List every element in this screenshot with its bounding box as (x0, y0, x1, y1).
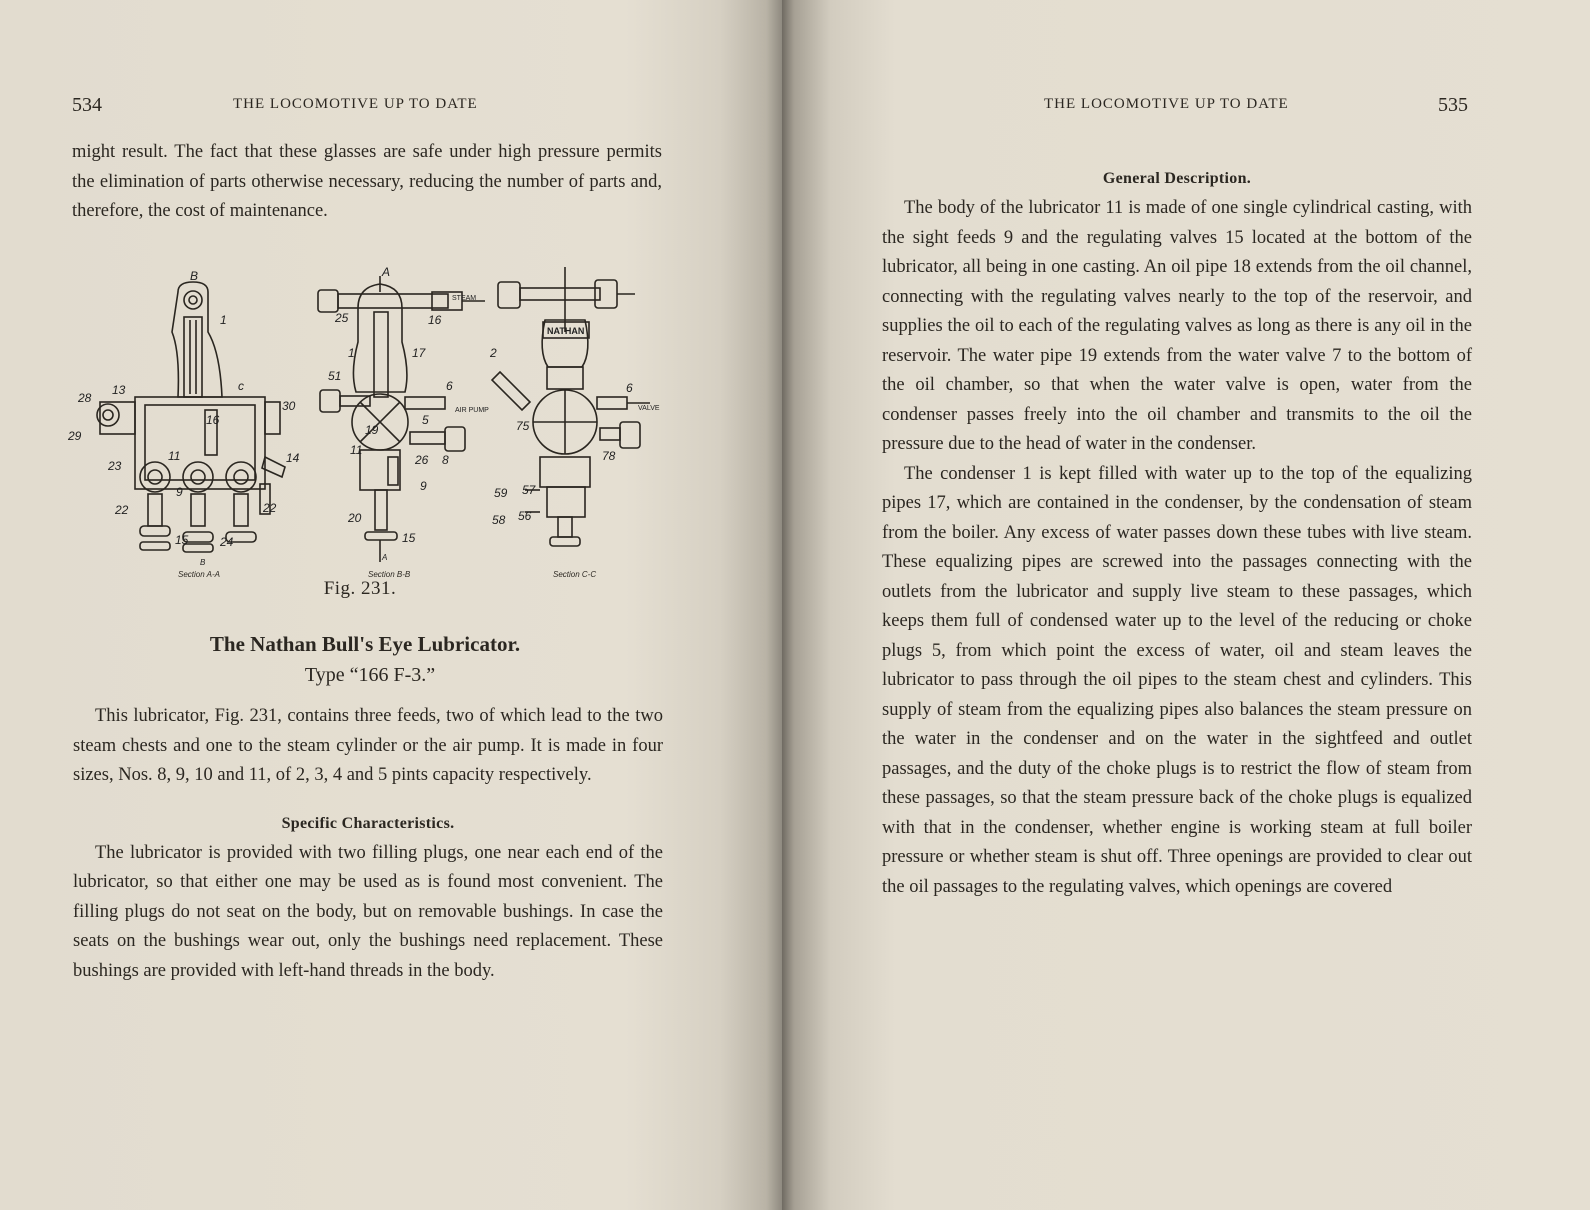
left-page (0, 0, 782, 1210)
callout-16b: 16 (428, 313, 442, 327)
callout-75: 75 (516, 419, 530, 433)
callout-15b: 15 (402, 531, 416, 545)
callout-19: 19 (365, 423, 379, 437)
right-page-number: 535 (1438, 94, 1468, 116)
callout-59: 59 (494, 486, 508, 500)
callout-13: 13 (112, 383, 126, 397)
left-paragraph-2: The lubricator is provided with two filling plugs, one near each end of the lubricator, so that either one may be used as is found most convenient. The filling plugs do not seat on the body, but on removable bushings. In case the seats on the bushings wear out, only the bushings need replacement. These bushings are provided with left-hand threads in the body. (73, 842, 663, 981)
callout-9: 9 (176, 485, 183, 499)
section-label-cc: Section C-C (553, 570, 597, 579)
right-subhead: General Description. (1102, 170, 1252, 187)
callout-8: 8 (442, 453, 449, 467)
callout-c: c (238, 379, 244, 393)
callout-b: B (190, 269, 199, 283)
left-body-block (73, 702, 663, 986)
left-intro-paragraph: might result. The fact that these glasses are safe under high pressure permits the elimination of parts otherwise necessary, reducing the number of parts and, therefore, the cost of maintenance. (72, 142, 662, 221)
callout-15: 15 (175, 533, 189, 547)
callout-b-bottom: B (200, 558, 206, 567)
callout-28: 28 (78, 391, 92, 405)
left-paragraph-1: This lubricator, Fig. 231, contains three feeds, two of which lead to the two steam chests and one to the steam cylinder or the air pump. It is made in four sizes, Nos. 8, 9, 10 and 11, of 2, 3, 4 and 5 pints capacity respectively. (73, 706, 663, 785)
right-running-head: THE LOCOMOTIVE UP TO DATE (1044, 96, 1289, 112)
callout-a: A (382, 265, 391, 279)
callout-16: 16 (206, 413, 220, 427)
callout-56: 56 (518, 509, 532, 523)
section-cc-drawing (492, 267, 650, 546)
callout-5b: 5 (422, 413, 429, 427)
right-paragraph-1: The body of the lubricator 11 is made of one single cylindrical casting, with the sight feeds 9 and the regulating valves 15 located at the bottom of the lubricator, all being in one casting. An oil pipe 18 extends from the oil channel, connecting with the regulating valves nearly to the top of the reservoir, and supplies the oil to each of the regulating valves as long as there is any oil in the reservoir. The water pipe 19 extends from the water valve 7 to the bottom of the oil chamber, so that when the water valve is open, water from the condenser passes freely into the oil chamber and transmits to the oil the pressure due to the head of water in the condenser. (882, 198, 1472, 454)
callout-51: 51 (328, 369, 342, 383)
callout-a-bottom: A (382, 553, 388, 562)
callout-valve: VALVE (638, 405, 660, 412)
callout-23: 23 (108, 459, 122, 473)
callout-22c: 22 (263, 501, 277, 515)
callout-steam: STEAM (452, 295, 477, 302)
callout-17: 17 (412, 346, 426, 360)
left-page-number: 534 (72, 94, 102, 116)
callout-2: 2 (490, 346, 497, 360)
callout-25: 25 (335, 311, 349, 325)
callout-11b: 11 (350, 443, 363, 457)
figure-caption: Fig. 231. (323, 578, 397, 599)
callout-nathan: NATHAN (547, 326, 585, 336)
callout-6a: 6 (446, 379, 453, 393)
callout-22a: 22 (115, 503, 129, 517)
callout-26: 26 (415, 453, 429, 467)
callout-24: 24 (220, 535, 234, 549)
left-intro-block (72, 138, 662, 227)
callout-14: 14 (286, 451, 300, 465)
section-label-aa: Section A-A (178, 570, 220, 579)
type-line: Type “166 F-3.” (304, 664, 436, 686)
callout-1a: 1 (220, 313, 227, 327)
right-body-block (882, 170, 1472, 902)
callout-9b: 9 (420, 479, 427, 493)
right-paragraph-2: The condenser 1 is kept filled with water up to the top of the equalizing pipes 17, which are contained in the condenser, by the condensation of steam from the boiler. Any excess of water passes down these tubes with live steam. These equalizing pipes are screwed into the passages connecting with the outlets from the lubricator and supply live steam to these passages, which keeps them full of condensed water up to the level of the reducing or choke plugs 5, from which point the excess of water, oil and steam leaves the lubricator to pass through the oil pipes to the steam chest and cylinders. This supply of steam from the equalizing pipes also balances the steam pressure on the water in the condenser and on the water in the sightfeed and outlet passages, and the duty of the choke plugs is to restrict the flow of steam from these passages, so that the steam pressure back of the choke plugs is equalized with that in the condenser, whether engine is working steam at full boiler pressure or whether steam is shut off. Three openings are provided to clear out the oil passages to the regulating valves, which openings are covered (882, 463, 1472, 897)
right-page (782, 0, 1590, 1210)
callout-29: 29 (68, 429, 82, 443)
callout-78: 78 (602, 449, 616, 463)
callout-57: 57 (522, 483, 536, 497)
left-running-head: THE LOCOMOTIVE UP TO DATE (233, 96, 478, 112)
figure-231-drawing (60, 262, 680, 577)
callout-6b: 6 (626, 381, 633, 395)
callout-20: 20 (348, 511, 362, 525)
left-subhead: Specific Characteristics. (281, 814, 455, 832)
callout-air-pump: AIR PUMP (455, 407, 489, 414)
section-label-bb: Section B-B (368, 570, 411, 579)
callout-1b: 1 (348, 346, 355, 360)
callout-30: 30 (282, 399, 296, 413)
callout-58: 58 (492, 513, 506, 527)
section-title: The Nathan Bull's Eye Lubricator. (209, 632, 521, 656)
callout-11: 11 (168, 449, 181, 463)
